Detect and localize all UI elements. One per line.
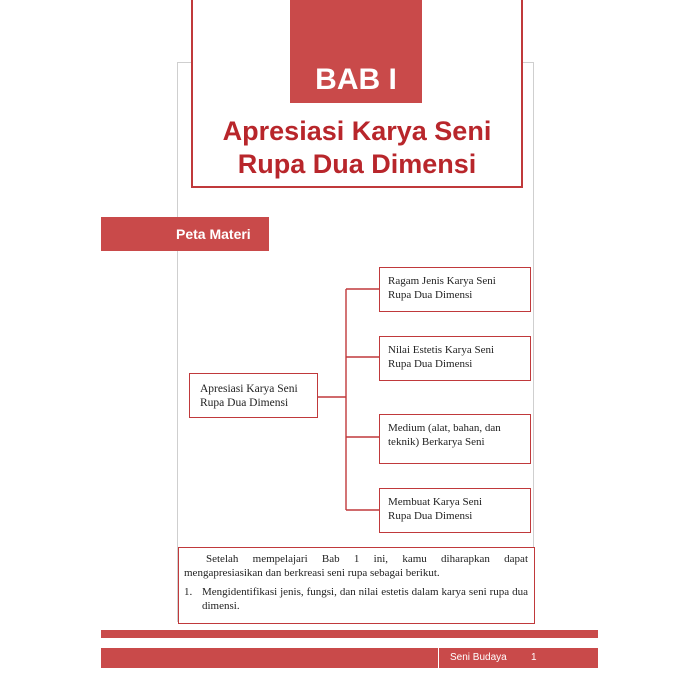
footer-stripe [101,630,598,638]
concept-node-root [189,373,318,418]
concept-node-line1: Membuat Karya Seni [388,496,483,508]
footer-page-number: 1 [531,652,537,663]
footer-book-title: Seni Budaya [450,652,507,663]
concept-node-line2: teknik) Berkarya Seni [388,436,485,448]
concept-node-line2: Rupa Dua Dimensi [388,510,473,522]
concept-node-line2: Rupa Dua Dimensi [388,289,473,301]
concept-node-root-line2: Rupa Dua Dimensi [200,397,289,409]
footer-divider [438,648,439,668]
section-label: Peta Materi [176,226,251,242]
learning-goals-intro: Setelah mempelajari Bab 1 ini, kamu diharapkan dapat mengapresiasikan dan berkreasi seni rupa sebagai berikut. [184,553,528,579]
learning-goals-box [178,547,535,624]
concept-node-membuat-karya [379,488,531,533]
chapter-title-line1: Apresiasi Karya Seni [222,116,492,146]
concept-node-medium [379,414,531,464]
concept-node-line2: Rupa Dua Dimensi [388,358,473,370]
learning-goal-item [184,585,528,613]
section-header-peta-materi [101,217,269,251]
footer-bar [101,648,598,668]
chapter-title [191,115,523,181]
concept-node-line1: Nilai Estetis Karya Seni [388,344,495,356]
learning-goal-number: 1. [184,586,193,598]
chapter-number-tab [290,0,422,103]
concept-node-ragam-jenis [379,267,531,312]
learning-goal-text: Mengidentifikasi jenis, fungsi, dan nilai estetis dalam karya seni rupa dua dimensi. [202,586,528,612]
concept-node-line1: Medium (alat, bahan, dan [388,422,501,434]
chapter-number: BAB I [315,63,397,96]
concept-node-root-line1: Apresiasi Karya Seni [200,383,298,395]
concept-node-line1: Ragam Jenis Karya Seni [388,275,496,287]
chapter-title-line2: Rupa Dua Dimensi [237,149,477,179]
concept-node-nilai-estetis [379,336,531,381]
